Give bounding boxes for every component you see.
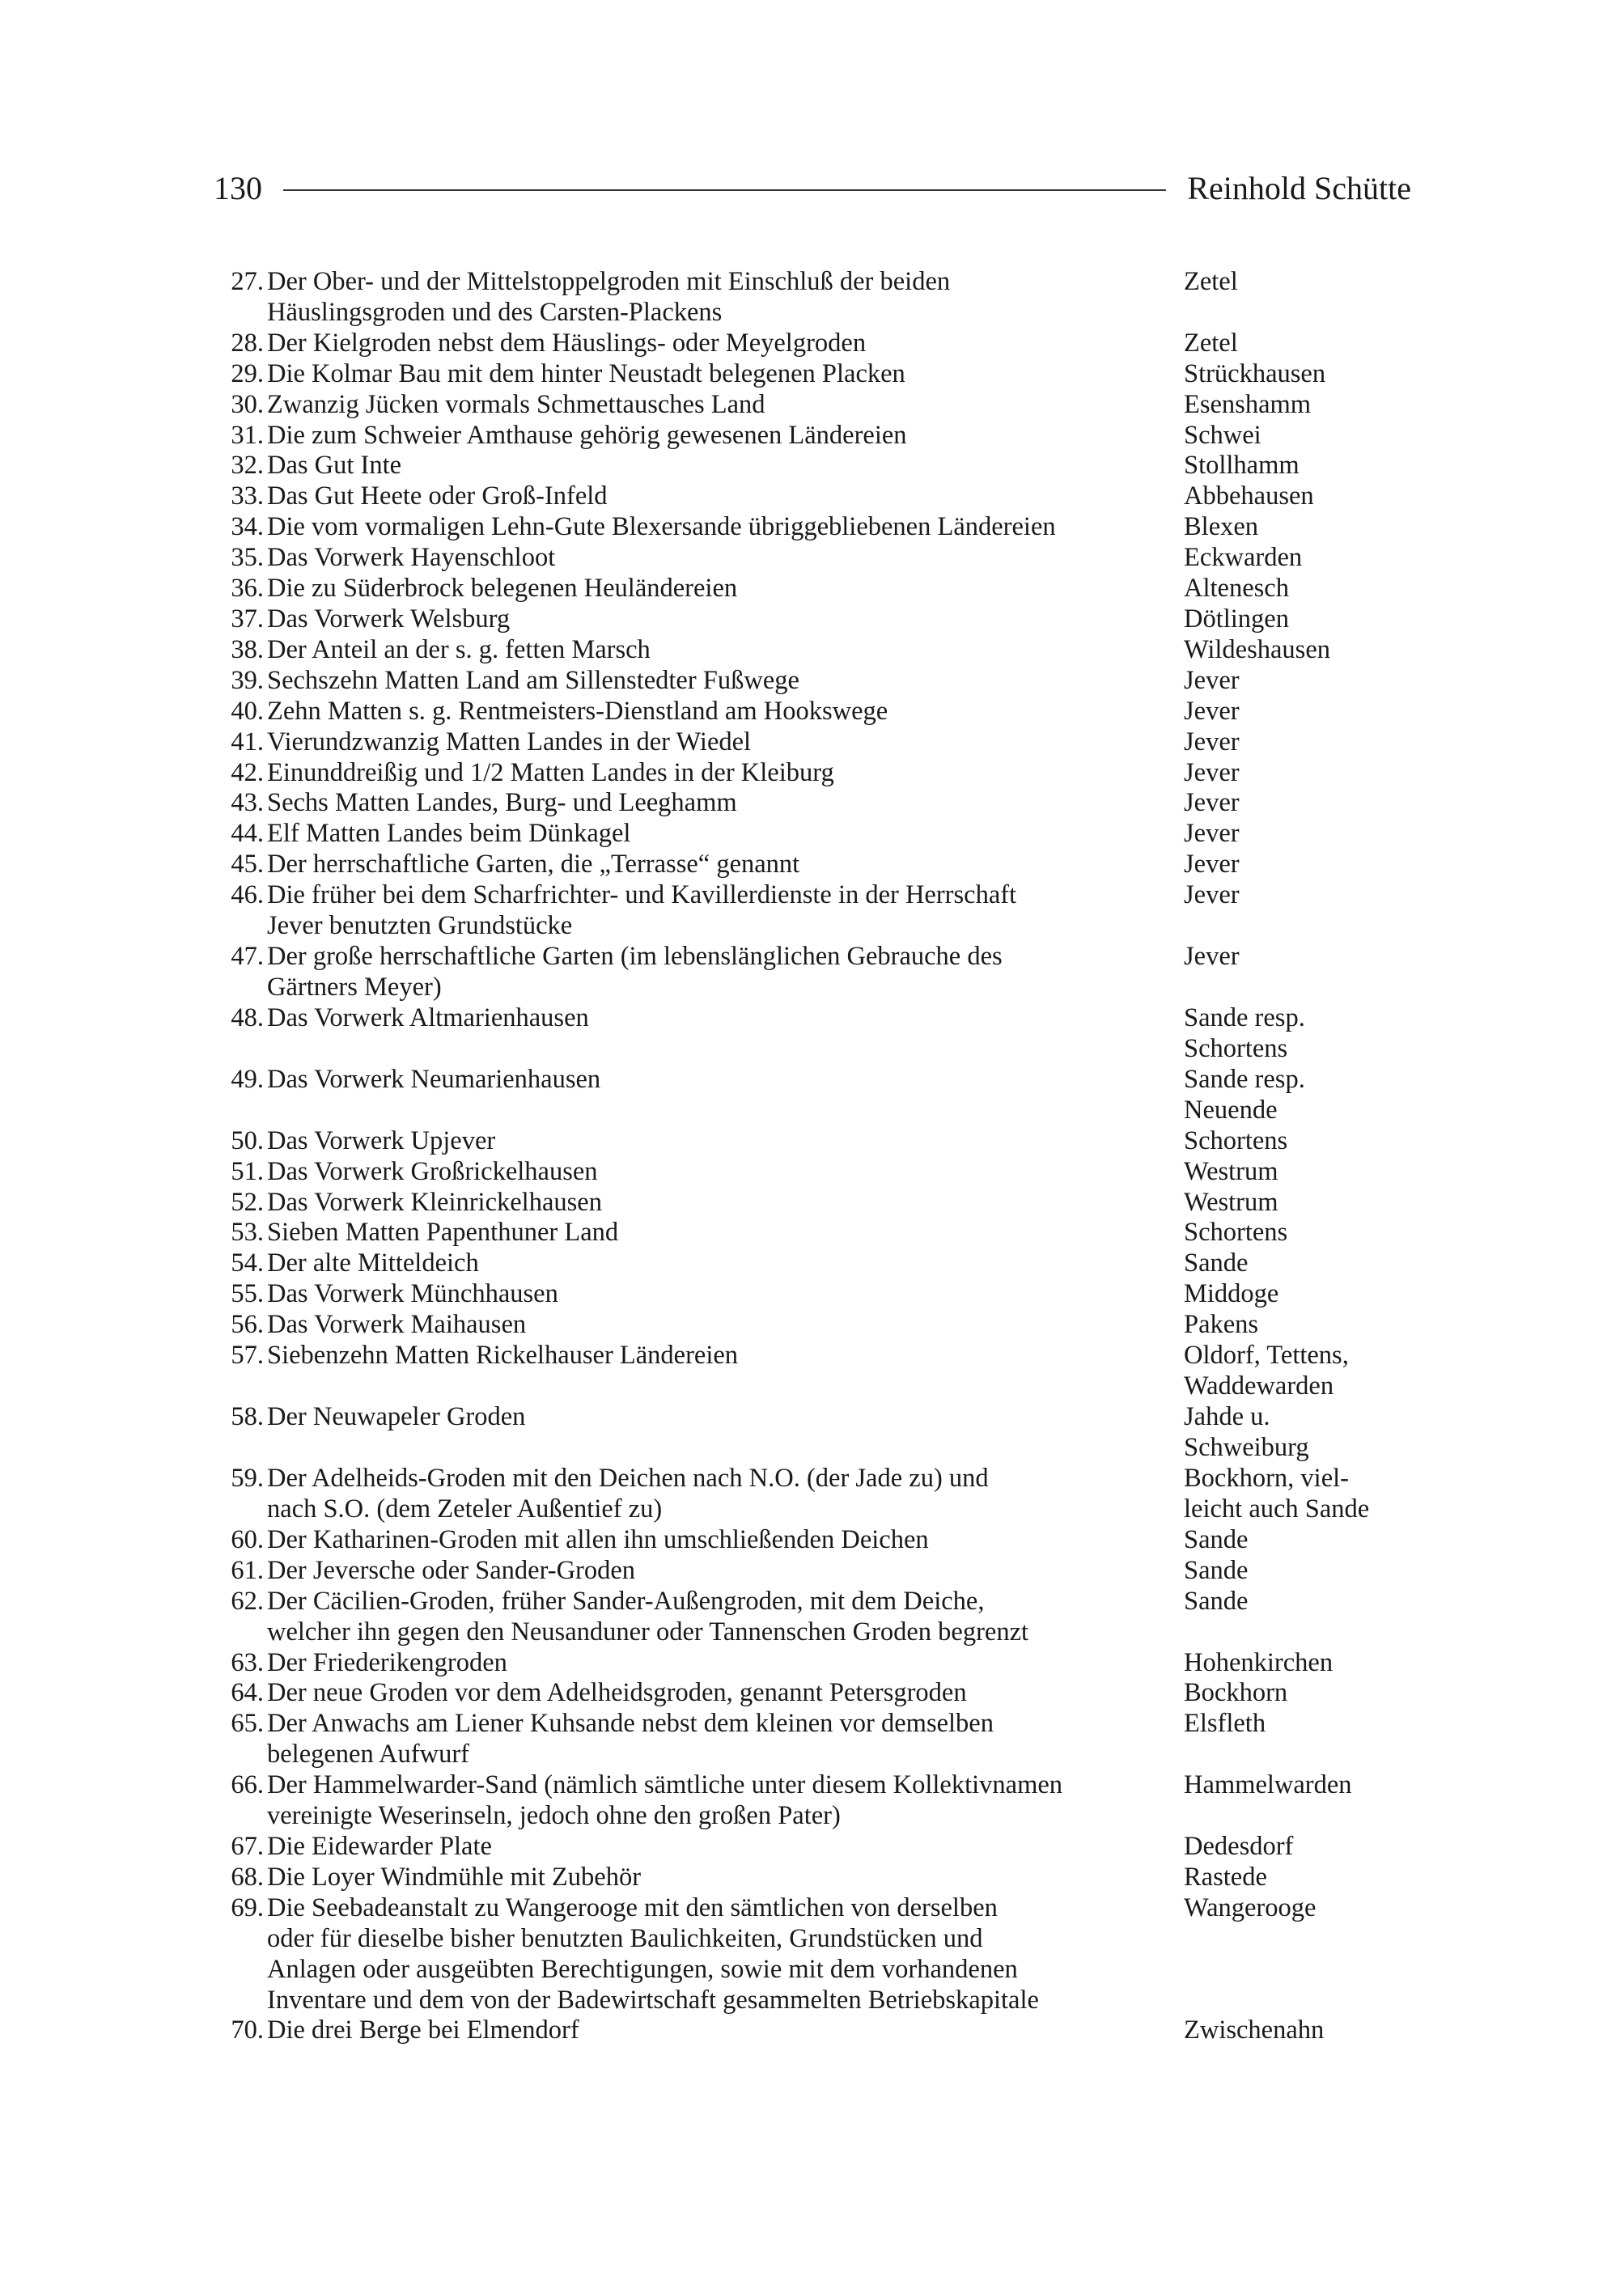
- list-item: [209, 1065, 1414, 1126]
- list-item: [209, 328, 1414, 359]
- entry-location: Esenshamm: [1184, 389, 1312, 419]
- entry-number: 29.: [231, 358, 264, 388]
- entry-number: 45.: [231, 850, 264, 879]
- entry-number: 50.: [231, 1125, 264, 1155]
- entry-location: Jever: [1184, 727, 1240, 757]
- entry-description: Der Adelheids-Groden mit den Deichen nach N.O. (der Jade zu) und nach S.O. (dem Zeteler Außentief zu): [267, 1464, 989, 1524]
- entry-location: Dötlingen: [1184, 604, 1289, 634]
- entry-description: Der alte Mitteldeich: [267, 1248, 479, 1278]
- entry-description: Die Loyer Windmühle mit Zubehör: [267, 1862, 642, 1892]
- list-item: [209, 512, 1414, 543]
- entry-location: Sande resp. Neuende: [1184, 1064, 1305, 1125]
- list-item: [209, 1157, 1414, 1188]
- entry-number: 61.: [231, 1555, 264, 1585]
- entry-number: 67.: [231, 1831, 264, 1861]
- entry-description: Der Kielgroden nebst dem Häuslings- oder Meyelgroden: [267, 328, 867, 358]
- entry-description: Der Hammelwarder-Sand (nämlich sämtliche unter diesem Kollektivnamen vereinigte Weserinseln, jedoch ohne den großen Pater): [267, 1770, 1063, 1831]
- entry-description: Sechszehn Matten Land am Sillenstedter Fußwege: [267, 665, 799, 695]
- entry-location: Rastede: [1184, 1862, 1267, 1892]
- entry-number: 44.: [231, 819, 264, 849]
- entry-description: Die Seebadeanstalt zu Wangerooge mit den sämtlichen von derselben oder für dieselbe bisher benutzten Baulichkeiten, Grundstücken und Anlagen oder ausgeübten Berechtigungen, sowie mit dem vorhandenen Inventare und dem von der Badewirtschaft gesammelten Betriebskapitale: [267, 1892, 1039, 2015]
- list-item: [209, 1341, 1414, 1402]
- entry-number: 54.: [231, 1248, 264, 1278]
- entry-description: Sechs Matten Landes, Burg- und Leeghamm: [267, 788, 737, 818]
- entry-description: Siebenzehn Matten Rickelhauser Ländereien: [267, 1341, 739, 1371]
- entry-location: Sande resp. Schortens: [1184, 1002, 1305, 1063]
- list-item: [209, 359, 1414, 390]
- entry-description: Das Gut Inte: [267, 451, 402, 481]
- entry-description: Die zu Süderbrock belegenen Heuländereien: [267, 574, 738, 604]
- entry-location: Wildeshausen: [1184, 634, 1331, 664]
- entry-number: 31.: [231, 420, 264, 450]
- entry-description: Das Vorwerk Altmarienhausen: [267, 1002, 589, 1032]
- entry-number: 53.: [231, 1218, 264, 1248]
- entry-description: Das Vorwerk Hayenschloot: [267, 543, 556, 573]
- list-item: [209, 1556, 1414, 1587]
- list-item: [209, 697, 1414, 727]
- entry-location: Eckwarden: [1184, 543, 1303, 573]
- list-item: [209, 635, 1414, 666]
- entry-location: Stollhamm: [1184, 451, 1300, 481]
- list-item: [209, 1218, 1414, 1248]
- list-item: [209, 481, 1414, 512]
- entry-number: 34.: [231, 512, 264, 542]
- page-number: 130: [214, 170, 262, 206]
- entry-number: 65.: [231, 1709, 264, 1739]
- entry-number: 48.: [231, 1002, 264, 1032]
- entry-location: Jever: [1184, 941, 1240, 971]
- entry-description: Das Vorwerk Upjever: [267, 1125, 496, 1155]
- entry-number: 57.: [231, 1341, 264, 1371]
- entry-number: 39.: [231, 665, 264, 695]
- entry-location: Schortens: [1184, 1218, 1288, 1248]
- entry-description: Das Vorwerk Großrickelhausen: [267, 1156, 598, 1186]
- entry-location: Jever: [1184, 696, 1240, 726]
- entry-description: Der Cäcilien-Groden, früher Sander-Außengroden, mit dem Deiche, welcher ihn gegen den Neusanduner oder Tannenschen Groden begrenzt: [267, 1586, 1029, 1647]
- entry-description: Einunddreißig und 1/2 Matten Landes in der Kleiburg: [267, 757, 834, 787]
- entry-number: 32.: [231, 451, 264, 481]
- entry-number: 58.: [231, 1402, 264, 1432]
- entry-description: Der Neuwapeler Groden: [267, 1402, 526, 1432]
- entry-location: Schortens: [1184, 1125, 1288, 1155]
- list-item: [209, 1587, 1414, 1648]
- list-item: [209, 1126, 1414, 1157]
- list-item: [209, 850, 1414, 880]
- list-item: [209, 1525, 1414, 1556]
- list-item: [209, 1648, 1414, 1679]
- entry-number: 41.: [231, 727, 264, 757]
- entry-location: Altenesch: [1184, 574, 1289, 604]
- entry-number: 59.: [231, 1464, 264, 1494]
- entry-list: [209, 267, 1414, 2046]
- entry-number: 56.: [231, 1310, 264, 1340]
- entry-location: Elsfleth: [1184, 1709, 1266, 1739]
- entry-number: 38.: [231, 634, 264, 664]
- header-rule: [283, 189, 1166, 191]
- list-item: [209, 1709, 1414, 1770]
- entry-location: Jever: [1184, 880, 1240, 910]
- entry-number: 27.: [231, 267, 264, 296]
- entry-description: Der Anteil an der s. g. fetten Marsch: [267, 634, 651, 664]
- list-item: [209, 574, 1414, 604]
- entry-description: Die Kolmar Bau mit dem hinter Neustadt belegenen Placken: [267, 358, 905, 388]
- entry-description: Das Vorwerk Neumarienhausen: [267, 1064, 601, 1094]
- entry-location: Schwei: [1184, 420, 1261, 450]
- list-item: [209, 421, 1414, 451]
- entry-location: Zetel: [1184, 328, 1238, 358]
- list-item: [209, 1678, 1414, 1709]
- entry-location: Bockhorn, viel- leicht auch Sande: [1184, 1464, 1370, 1524]
- entry-description: Der neue Groden vor dem Adelheidsgroden, genannt Petersgroden: [267, 1678, 967, 1708]
- list-item: [209, 451, 1414, 481]
- entry-location: Sande: [1184, 1248, 1249, 1278]
- entry-description: Das Vorwerk Münchhausen: [267, 1279, 558, 1309]
- entry-location: Hammelwarden: [1184, 1770, 1352, 1800]
- entry-location: Sande: [1184, 1555, 1249, 1585]
- entry-number: 66.: [231, 1770, 264, 1800]
- entry-description: Elf Matten Landes beim Dünkagel: [267, 819, 631, 849]
- entry-description: Die Eidewarder Plate: [267, 1831, 492, 1861]
- entry-location: Sande: [1184, 1586, 1249, 1616]
- list-item: [209, 880, 1414, 942]
- list-item: [209, 666, 1414, 697]
- entry-number: 69.: [231, 1892, 264, 1922]
- entry-location: Oldorf, Tettens, Waddewarden: [1184, 1341, 1349, 1401]
- entry-number: 63.: [231, 1647, 264, 1677]
- entry-location: Middoge: [1184, 1279, 1279, 1309]
- entry-description: Das Vorwerk Maihausen: [267, 1310, 527, 1340]
- entry-location: Jever: [1184, 665, 1240, 695]
- entry-location: Pakens: [1184, 1310, 1259, 1340]
- list-item: [209, 1893, 1414, 2016]
- list-item: [209, 1310, 1414, 1341]
- list-item: [209, 1770, 1414, 1832]
- entry-location: Blexen: [1184, 512, 1259, 542]
- entry-description: Der herrschaftliche Garten, die „Terrasse“ genannt: [267, 850, 800, 879]
- list-item: [209, 1003, 1414, 1065]
- entry-number: 35.: [231, 543, 264, 573]
- list-item: [209, 1248, 1414, 1279]
- entry-number: 40.: [231, 696, 264, 726]
- entry-description: Die früher bei dem Scharfrichter- und Kavillerdienste in der Herrschaft Jever benutzten Grundstücke: [267, 880, 1017, 941]
- entry-description: Das Gut Heete oder Groß-Infeld: [267, 481, 608, 511]
- entry-location: Abbehausen: [1184, 481, 1314, 511]
- entry-location: Strückhausen: [1184, 358, 1326, 388]
- entry-location: Bockhorn: [1184, 1678, 1288, 1708]
- entry-location: Jever: [1184, 850, 1240, 879]
- entry-description: Der Ober- und der Mittelstoppelgroden mit Einschluß der beiden Häuslingsgroden und des Carsten-Plackens: [267, 267, 951, 327]
- entry-location: Sande: [1184, 1524, 1249, 1554]
- entry-number: 28.: [231, 328, 264, 358]
- list-item: [209, 2015, 1414, 2046]
- entry-number: 62.: [231, 1586, 264, 1616]
- entry-location: Jever: [1184, 757, 1240, 787]
- list-item: [209, 788, 1414, 819]
- list-item: [209, 390, 1414, 421]
- list-item: [209, 942, 1414, 1003]
- entry-description: Vierundzwanzig Matten Landes in der Wiedel: [267, 727, 752, 757]
- entry-location: Westrum: [1184, 1156, 1278, 1186]
- list-item: [209, 727, 1414, 758]
- entry-number: 33.: [231, 481, 264, 511]
- entry-description: Zehn Matten s. g. Rentmeisters-Dienstland am Hookswege: [267, 696, 888, 726]
- list-item: [209, 1402, 1414, 1464]
- entry-description: Das Vorwerk Kleinrickelhausen: [267, 1187, 602, 1217]
- entry-number: 49.: [231, 1064, 264, 1094]
- entry-number: 43.: [231, 788, 264, 818]
- entry-description: Die zum Schweier Amthause gehörig gewesenen Ländereien: [267, 420, 907, 450]
- entry-number: 37.: [231, 604, 264, 634]
- entry-number: 55.: [231, 1279, 264, 1309]
- list-item: [209, 543, 1414, 574]
- entry-number: 68.: [231, 1862, 264, 1892]
- list-item: [209, 1188, 1414, 1219]
- entry-description: Sieben Matten Papenthuner Land: [267, 1218, 619, 1248]
- list-item: [209, 819, 1414, 850]
- entry-description: Der Friederikengroden: [267, 1647, 507, 1677]
- entry-location: Wangerooge: [1184, 1892, 1317, 1922]
- entry-number: 51.: [231, 1156, 264, 1186]
- entry-location: Dedesdorf: [1184, 1831, 1294, 1861]
- entry-location: Zetel: [1184, 267, 1238, 296]
- entry-location: Jever: [1184, 788, 1240, 818]
- entry-number: 64.: [231, 1678, 264, 1708]
- entry-number: 42.: [231, 757, 264, 787]
- entry-location: Zwischenahn: [1184, 2015, 1325, 2045]
- entry-number: 46.: [231, 880, 264, 910]
- running-header: [214, 168, 1411, 209]
- entry-number: 36.: [231, 574, 264, 604]
- entry-location: Hohenkirchen: [1184, 1647, 1334, 1677]
- entry-description: Der Katharinen-Groden mit allen ihn umschließenden Deichen: [267, 1524, 929, 1554]
- entry-number: 30.: [231, 389, 264, 419]
- list-item: [209, 758, 1414, 789]
- entry-number: 70.: [231, 2015, 264, 2045]
- list-item: [209, 1464, 1414, 1525]
- entry-number: 47.: [231, 941, 264, 971]
- entry-description: Der Anwachs am Liener Kuhsande nebst dem kleinen vor demselben belegenen Aufwurf: [267, 1709, 994, 1770]
- list-item: [209, 1832, 1414, 1863]
- entry-description: Die drei Berge bei Elmendorf: [267, 2015, 579, 2045]
- entry-description: Die vom vormaligen Lehn-Gute Blexersande übriggebliebenen Ländereien: [267, 512, 1056, 542]
- entry-location: Westrum: [1184, 1187, 1278, 1217]
- list-item: [209, 1279, 1414, 1310]
- entry-location: Jahde u. Schweiburg: [1184, 1402, 1309, 1462]
- running-author: Reinhold Schütte: [1187, 170, 1411, 206]
- entry-number: 60.: [231, 1524, 264, 1554]
- list-item: [209, 604, 1414, 635]
- entry-number: 52.: [231, 1187, 264, 1217]
- entry-description: Zwanzig Jücken vormals Schmettausches Land: [267, 389, 765, 419]
- list-item: [209, 1863, 1414, 1893]
- entry-description: Der große herrschaftliche Garten (im lebenslänglichen Gebrauche des Gärtners Meyer): [267, 941, 1003, 1002]
- list-item: [209, 267, 1414, 328]
- entry-location: Jever: [1184, 819, 1240, 849]
- entry-description: Das Vorwerk Welsburg: [267, 604, 511, 634]
- entry-description: Der Jeversche oder Sander-Groden: [267, 1555, 636, 1585]
